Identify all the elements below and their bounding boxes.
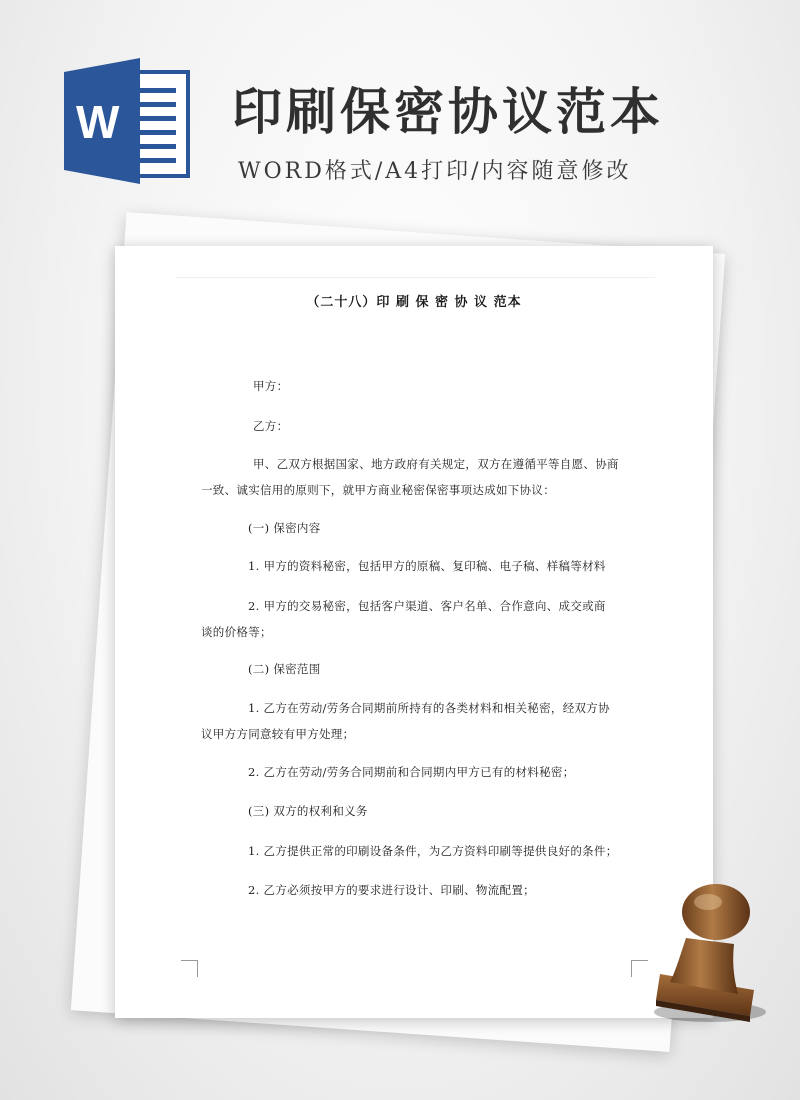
clause-line: 1. 乙方提供正常的印刷设备条件，为乙方资料印刷等提供良好的条件；	[248, 844, 618, 858]
margin-corner-left	[181, 960, 198, 977]
clause-line: 2. 乙方必须按甲方的要求进行设计、印刷、物流配置；	[248, 883, 535, 897]
header-rule	[175, 277, 655, 278]
clause-line: 谈的价格等；	[201, 625, 272, 639]
clause-line: 1. 甲方的资料秘密，包括甲方的原稿、复印稿、电子稿、样稿等材料	[248, 559, 606, 573]
party-a-line: 甲方：	[253, 379, 289, 393]
wooden-stamp-icon	[646, 878, 776, 1028]
preamble-line-2: 一致、诚实信用的原则下，就甲方商业秘密保密事项达成如下协议：	[201, 483, 555, 497]
clause-line: 1. 乙方在劳动/劳务合同期前所持有的各类材料和相关秘密，经双方协	[248, 701, 610, 715]
section-heading: (二) 保密范围	[248, 662, 321, 676]
clause-line: 2. 甲方的交易秘密，包括客户渠道、客户名单、合作意向、成交或商	[248, 599, 606, 613]
document-title: （二十八）印 刷 保 密 协 议 范本	[306, 295, 522, 310]
header	[0, 0, 800, 220]
word-logo-icon	[64, 58, 192, 184]
page-subtitle: WORD格式/A4打印/内容随意修改	[238, 159, 632, 184]
clause-line: 2. 乙方在劳动/劳务合同期前和合同期内甲方已有的材料秘密；	[248, 765, 575, 779]
document-page	[115, 246, 713, 1018]
party-b-line: 乙方：	[253, 419, 289, 433]
logo-letter: W	[76, 96, 120, 148]
section-heading: (一) 保密内容	[248, 521, 321, 535]
section-heading: (三) 双方的权利和义务	[248, 804, 368, 818]
preamble-line-1: 甲、乙双方根据国家、地方政府有关规定，双方在遵循平等自愿、协商	[253, 457, 619, 471]
clause-line: 议甲方方同意较有甲方处理；	[201, 727, 355, 741]
page-title: 印刷保密协议范本	[232, 83, 664, 141]
